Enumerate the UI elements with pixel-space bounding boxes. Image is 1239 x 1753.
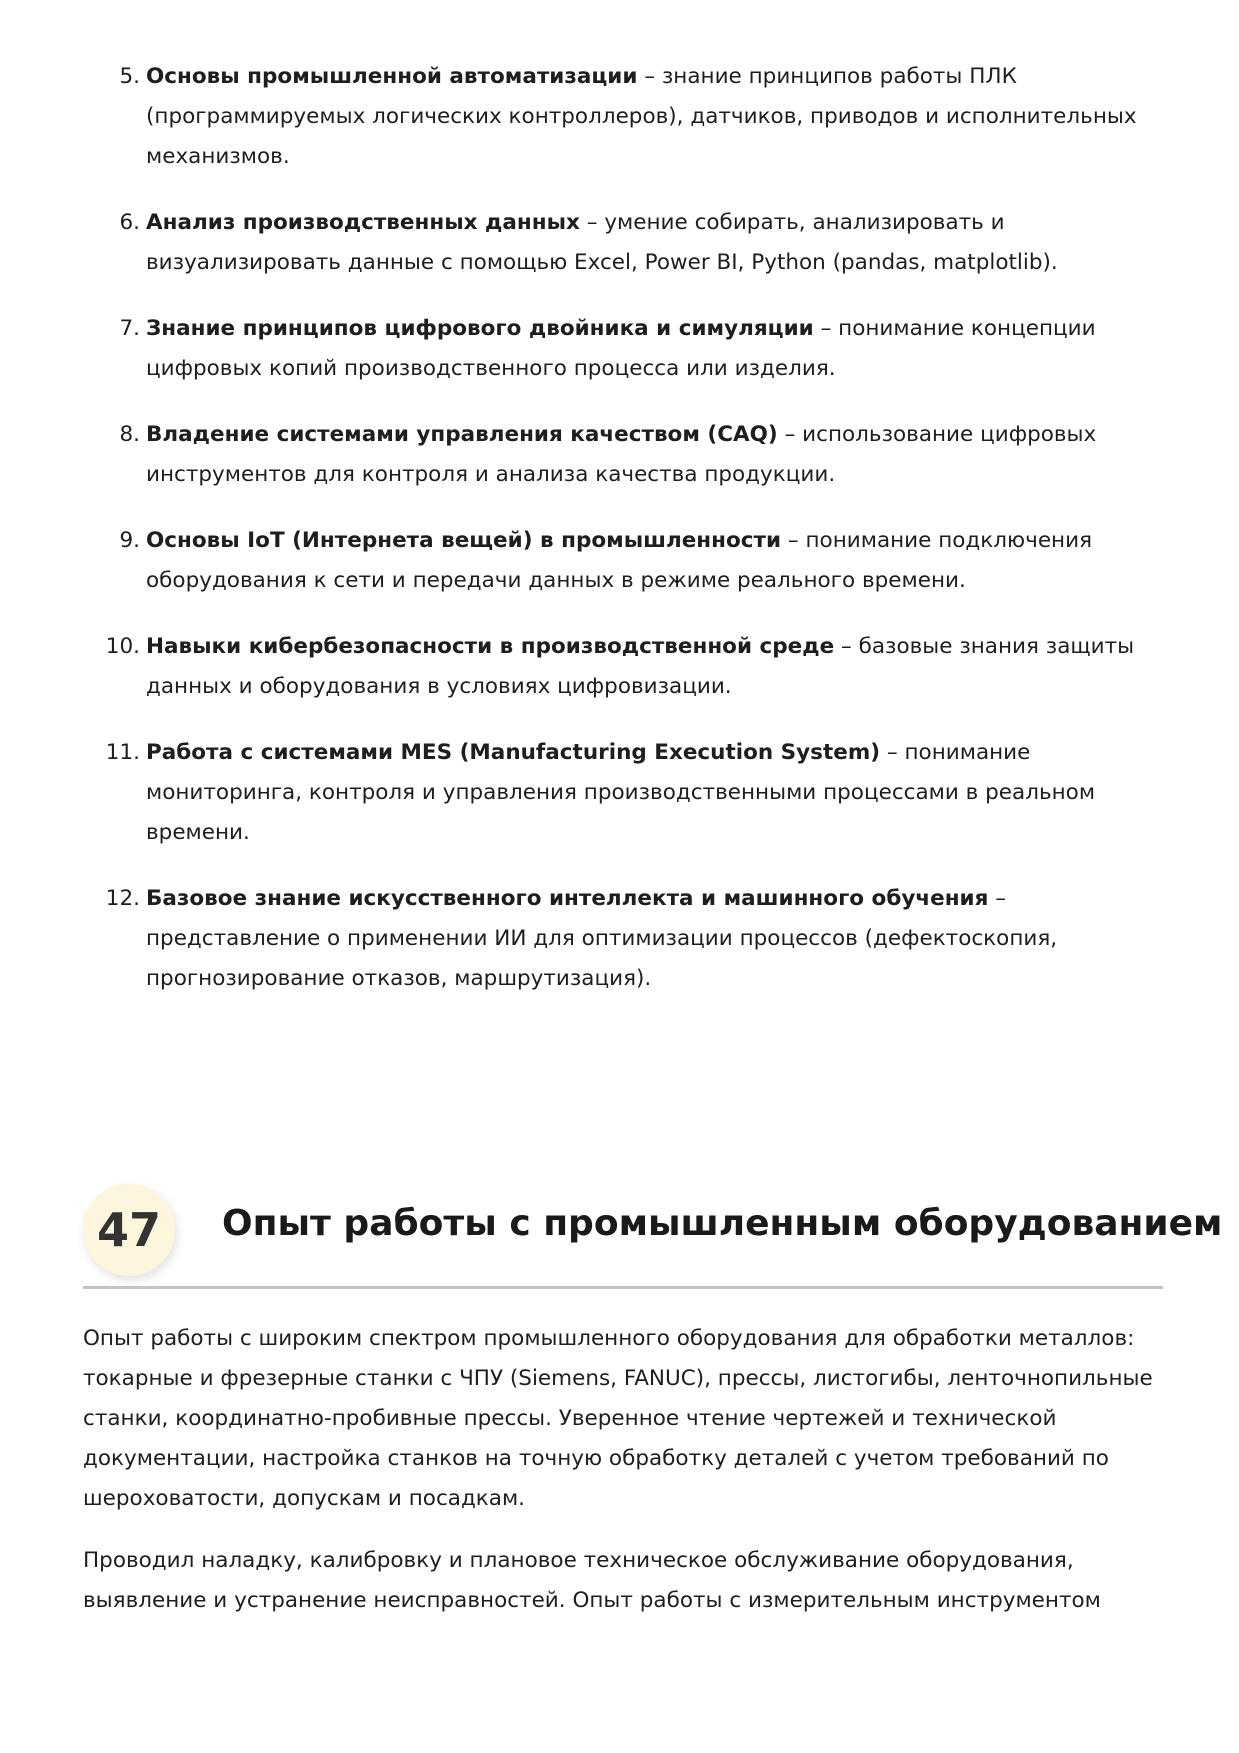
list-item-number: 9. [119,528,140,553]
list-item-number: 7. [119,316,140,341]
list-item-text: – знание принципов работы ПЛК (программируемых логических контроллеров), датчиков, приводов и исполнительных механизмов. [146,64,1137,169]
list-item [100,415,1160,495]
list-item-title: Владение системами управления качеством (CAQ) [146,422,778,447]
list-item [100,879,1160,999]
list-item [100,203,1160,283]
list-item-title: Базовое знание искусственного интеллекта и машинного обучения [146,886,989,911]
list-item-number: 12. [105,886,140,911]
list-item-title: Работа с системами MES (Manufacturing Execution System) [146,740,881,765]
list-item [100,309,1160,389]
list-item-title: Навыки кибербезопасности в производственной среде [146,634,835,659]
list-item-number: 6. [119,210,140,235]
skills-list [100,57,1160,1025]
list-item-number: 10. [105,634,140,659]
section-header [83,1176,1223,1289]
list-item-number: 8. [119,422,140,447]
list-item [100,733,1160,853]
list-item [100,57,1160,177]
body-paragraph: Опыт работы с широким спектром промышленного оборудования для обработки металлов: токарные и фрезерные станки с ЧПУ (Siemens, FANUC), прессы, листогибы, ленточнопильные станки, координатно-пробивные прессы. Уверенное чтение чертежей и технической документации, настройка станков на точную обработку деталей с учетом требований по шероховатости, допускам и посадкам. [83,1326,1153,1511]
list-item-number: 5. [119,64,140,89]
list-item-text: – базовые знания защиты данных и оборудования в условиях цифровизации. [146,634,1135,699]
list-item [100,627,1160,707]
list-item-text: – умение собирать, анализировать и визуализировать данные с помощью Excel, Power BI, Python (pandas, matplotlib). [146,210,1058,275]
list-item-title: Основы IoT (Интернета вещей) в промышленности [146,528,782,553]
list-item-text: – представление о применении ИИ для оптимизации процессов (дефектоскопия, прогнозирование отказов, маршрутизация). [146,886,1058,991]
list-item-text: – использование цифровых инструментов для контроля и анализа качества продукции. [146,422,1097,487]
section-title: Опыт работы с промышленным оборудованием [222,1203,1223,1244]
list-item-title: Основы промышленной автоматизации [146,64,638,89]
list-item-text: – понимание концепции цифровых копий производственного процесса или изделия. [146,316,1096,381]
list-item-title: Знание принципов цифрового двойника и симуляции [146,316,814,341]
list-item-number: 11. [105,740,140,765]
section-number-badge: 47 [83,1184,175,1276]
list-item-title: Анализ производственных данных [146,210,580,235]
list-item [100,521,1160,601]
list-item-text: – понимание подключения оборудования к сети и передачи данных в режиме реального времени. [146,528,1093,593]
list-item-text: – понимание мониторинга, контроля и управления производственными процессами в реальном времени. [146,740,1096,845]
body-paragraph: Проводил наладку, калибровку и плановое техническое обслуживание оборудования, выявление и устранение неисправностей. Опыт работы с измерительным инструментом [83,1548,1101,1613]
